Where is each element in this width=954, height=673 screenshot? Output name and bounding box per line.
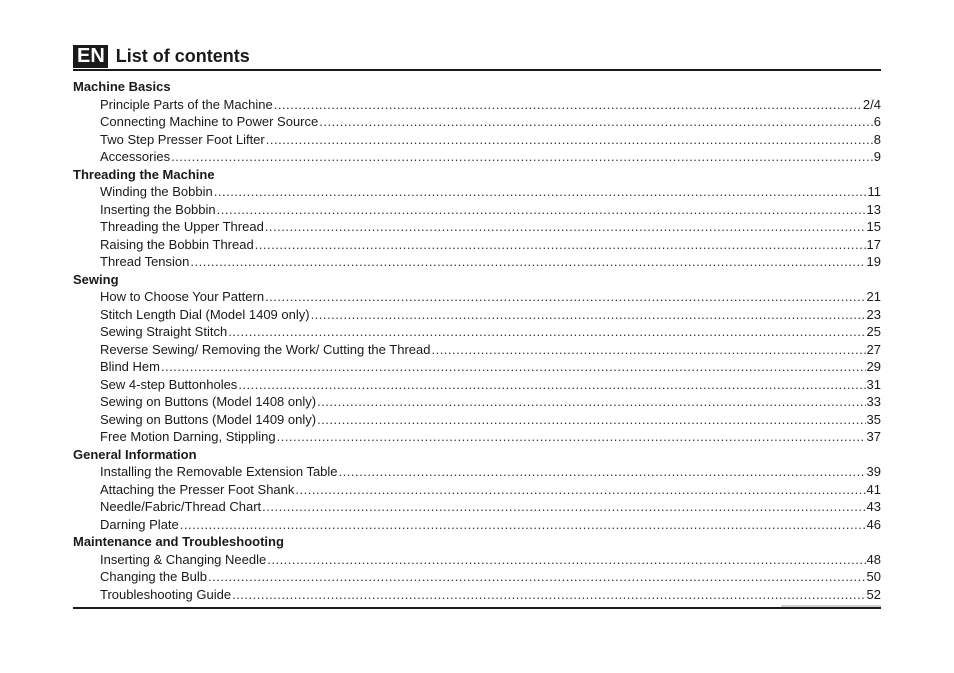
toc-entry[interactable] <box>73 481 881 499</box>
toc-entry[interactable] <box>73 393 881 411</box>
header-rule <box>73 69 881 71</box>
toc-entry[interactable] <box>73 568 881 586</box>
toc-dot-leader <box>265 288 865 306</box>
toc-entry-page: 8 <box>873 131 881 147</box>
toc-entry-page: 2/4 <box>862 96 881 112</box>
toc-dot-leader <box>317 393 865 411</box>
toc-entry[interactable] <box>73 516 881 534</box>
toc-dot-leader <box>190 253 865 271</box>
toc-entry-label: Sew 4-step Buttonholes <box>100 376 238 392</box>
toc-entry-label: Free Motion Darning, Stippling <box>100 429 276 444</box>
toc-dot-leader <box>262 498 865 516</box>
toc-dot-leader <box>277 428 866 446</box>
toc-entry[interactable] <box>73 306 881 324</box>
toc-entry-page: 31 <box>866 376 881 392</box>
toc-entry[interactable] <box>73 376 881 394</box>
toc-entry[interactable] <box>73 358 881 376</box>
toc-entry-page: 6 <box>873 114 881 129</box>
footer-rule <box>73 607 881 609</box>
toc-entry-page: 13 <box>866 201 881 217</box>
toc-entry[interactable] <box>73 288 881 306</box>
toc-entry-label: Reverse Sewing/ Removing the Work/ Cutting the Thread <box>100 341 431 357</box>
toc-section-heading: Machine Basics <box>73 79 171 94</box>
toc-entry[interactable] <box>73 411 881 429</box>
toc-dot-leader <box>319 113 873 131</box>
toc-dot-leader <box>238 376 865 394</box>
toc-section-heading: Maintenance and Troubleshooting <box>73 534 284 549</box>
toc-entry[interactable] <box>73 341 881 359</box>
toc-dot-leader <box>217 201 866 219</box>
toc-entry-label: Connecting Machine to Power Source <box>100 114 319 129</box>
toc-entry-page: 48 <box>866 551 881 567</box>
toc-entry-page: 27 <box>866 341 881 357</box>
toc-entry[interactable] <box>73 498 881 516</box>
toc-entry-label: Blind Hem <box>100 359 160 374</box>
toc-entry-page: 17 <box>866 236 881 252</box>
toc-dot-leader <box>255 236 866 254</box>
toc-entry[interactable] <box>73 183 881 201</box>
toc-entry-page: 23 <box>866 306 881 322</box>
toc-section-heading: Sewing <box>73 271 119 287</box>
toc-entry-label: Threading the Upper Thread <box>100 219 264 234</box>
toc-entry-label: Darning Plate <box>100 516 179 532</box>
toc-dot-leader <box>317 411 865 429</box>
toc-entry[interactable] <box>73 253 881 271</box>
toc-entry-label: Installing the Removable Extension Table <box>100 464 338 479</box>
toc-dot-leader <box>161 358 866 376</box>
toc-entry-label: Winding the Bobbin <box>100 184 213 199</box>
toc-dot-leader <box>228 323 865 341</box>
toc-entry-label: Needle/Fabric/Thread Chart <box>100 499 262 514</box>
toc-entry-page: 29 <box>866 359 881 374</box>
toc-entry-label: Sewing on Buttons (Model 1409 only) <box>100 411 317 427</box>
toc-dot-leader <box>266 131 873 149</box>
toc-entry-page: 15 <box>866 219 881 234</box>
toc-dot-leader <box>208 568 866 586</box>
toc-entry[interactable] <box>73 463 881 481</box>
toc-dot-leader <box>431 341 865 359</box>
toc-dot-leader <box>214 183 867 201</box>
toc-entry-label: Raising the Bobbin Thread <box>100 236 254 252</box>
toc-entry-label: Troubleshooting Guide <box>100 586 232 602</box>
toc-dot-leader <box>339 463 866 481</box>
toc-dot-leader <box>180 516 866 534</box>
toc-entry-page: 21 <box>866 289 881 304</box>
toc-dot-leader <box>232 586 865 604</box>
toc-section-heading: General Information <box>73 446 197 462</box>
toc-entry-page: 35 <box>866 411 881 427</box>
toc-entry-page: 41 <box>866 481 881 497</box>
toc-entry-label: Accessories <box>100 149 171 164</box>
toc-entry-page: 37 <box>866 429 881 444</box>
toc-entry-page: 46 <box>866 516 881 532</box>
toc-entry-label: How to Choose Your Pattern <box>100 289 265 304</box>
language-badge: EN <box>73 45 108 68</box>
toc-entry[interactable] <box>73 131 881 149</box>
toc-entry-page: 19 <box>866 254 881 269</box>
toc-entry[interactable] <box>73 236 881 254</box>
toc-entry-label: Inserting & Changing Needle <box>100 551 267 567</box>
page-title: List of contents <box>115 46 250 66</box>
toc-entry-page: 39 <box>866 464 881 479</box>
page-header <box>73 44 881 69</box>
toc-entry-label: Attaching the Presser Foot Shank <box>100 481 295 497</box>
toc-dot-leader <box>265 218 866 236</box>
toc-entry[interactable] <box>73 113 881 131</box>
toc-entry-page: 50 <box>866 569 881 584</box>
toc-dot-leader <box>274 96 862 114</box>
toc-entry-page: 52 <box>866 586 881 602</box>
toc-entry[interactable] <box>73 201 881 219</box>
toc-entry-page: 43 <box>866 499 881 514</box>
toc-entry-label: Changing the Bulb <box>100 569 207 584</box>
toc-entry[interactable] <box>73 551 881 569</box>
toc-entry-label: Thread Tension <box>100 254 190 269</box>
toc-entry[interactable] <box>73 323 881 341</box>
toc-entry-page: 25 <box>866 324 881 339</box>
toc-entry[interactable] <box>73 148 881 166</box>
toc-dot-leader <box>311 306 866 324</box>
toc-entry-page: 33 <box>866 394 881 409</box>
toc-section-heading: Threading the Machine <box>73 166 215 182</box>
table-of-contents <box>73 78 881 603</box>
toc-entry[interactable] <box>73 218 881 236</box>
toc-entry-label: Two Step Presser Foot Lifter <box>100 131 265 147</box>
toc-entry-page: 11 <box>867 184 881 199</box>
toc-entry-label: Sewing Straight Stitch <box>100 324 228 339</box>
toc-entry-label: Principle Parts of the Machine <box>100 96 273 112</box>
toc-entry-label: Stitch Length Dial (Model 1409 only) <box>100 306 310 322</box>
toc-entry[interactable] <box>73 586 881 604</box>
toc-dot-leader <box>267 551 865 569</box>
toc-entry[interactable] <box>73 428 881 446</box>
toc-entry-label: Sewing on Buttons (Model 1408 only) <box>100 394 317 409</box>
toc-dot-leader <box>171 148 873 166</box>
toc-entry-label: Inserting the Bobbin <box>100 201 216 217</box>
toc-entry[interactable] <box>73 96 881 114</box>
toc-dot-leader <box>295 481 865 499</box>
toc-entry-page: 9 <box>873 149 881 164</box>
